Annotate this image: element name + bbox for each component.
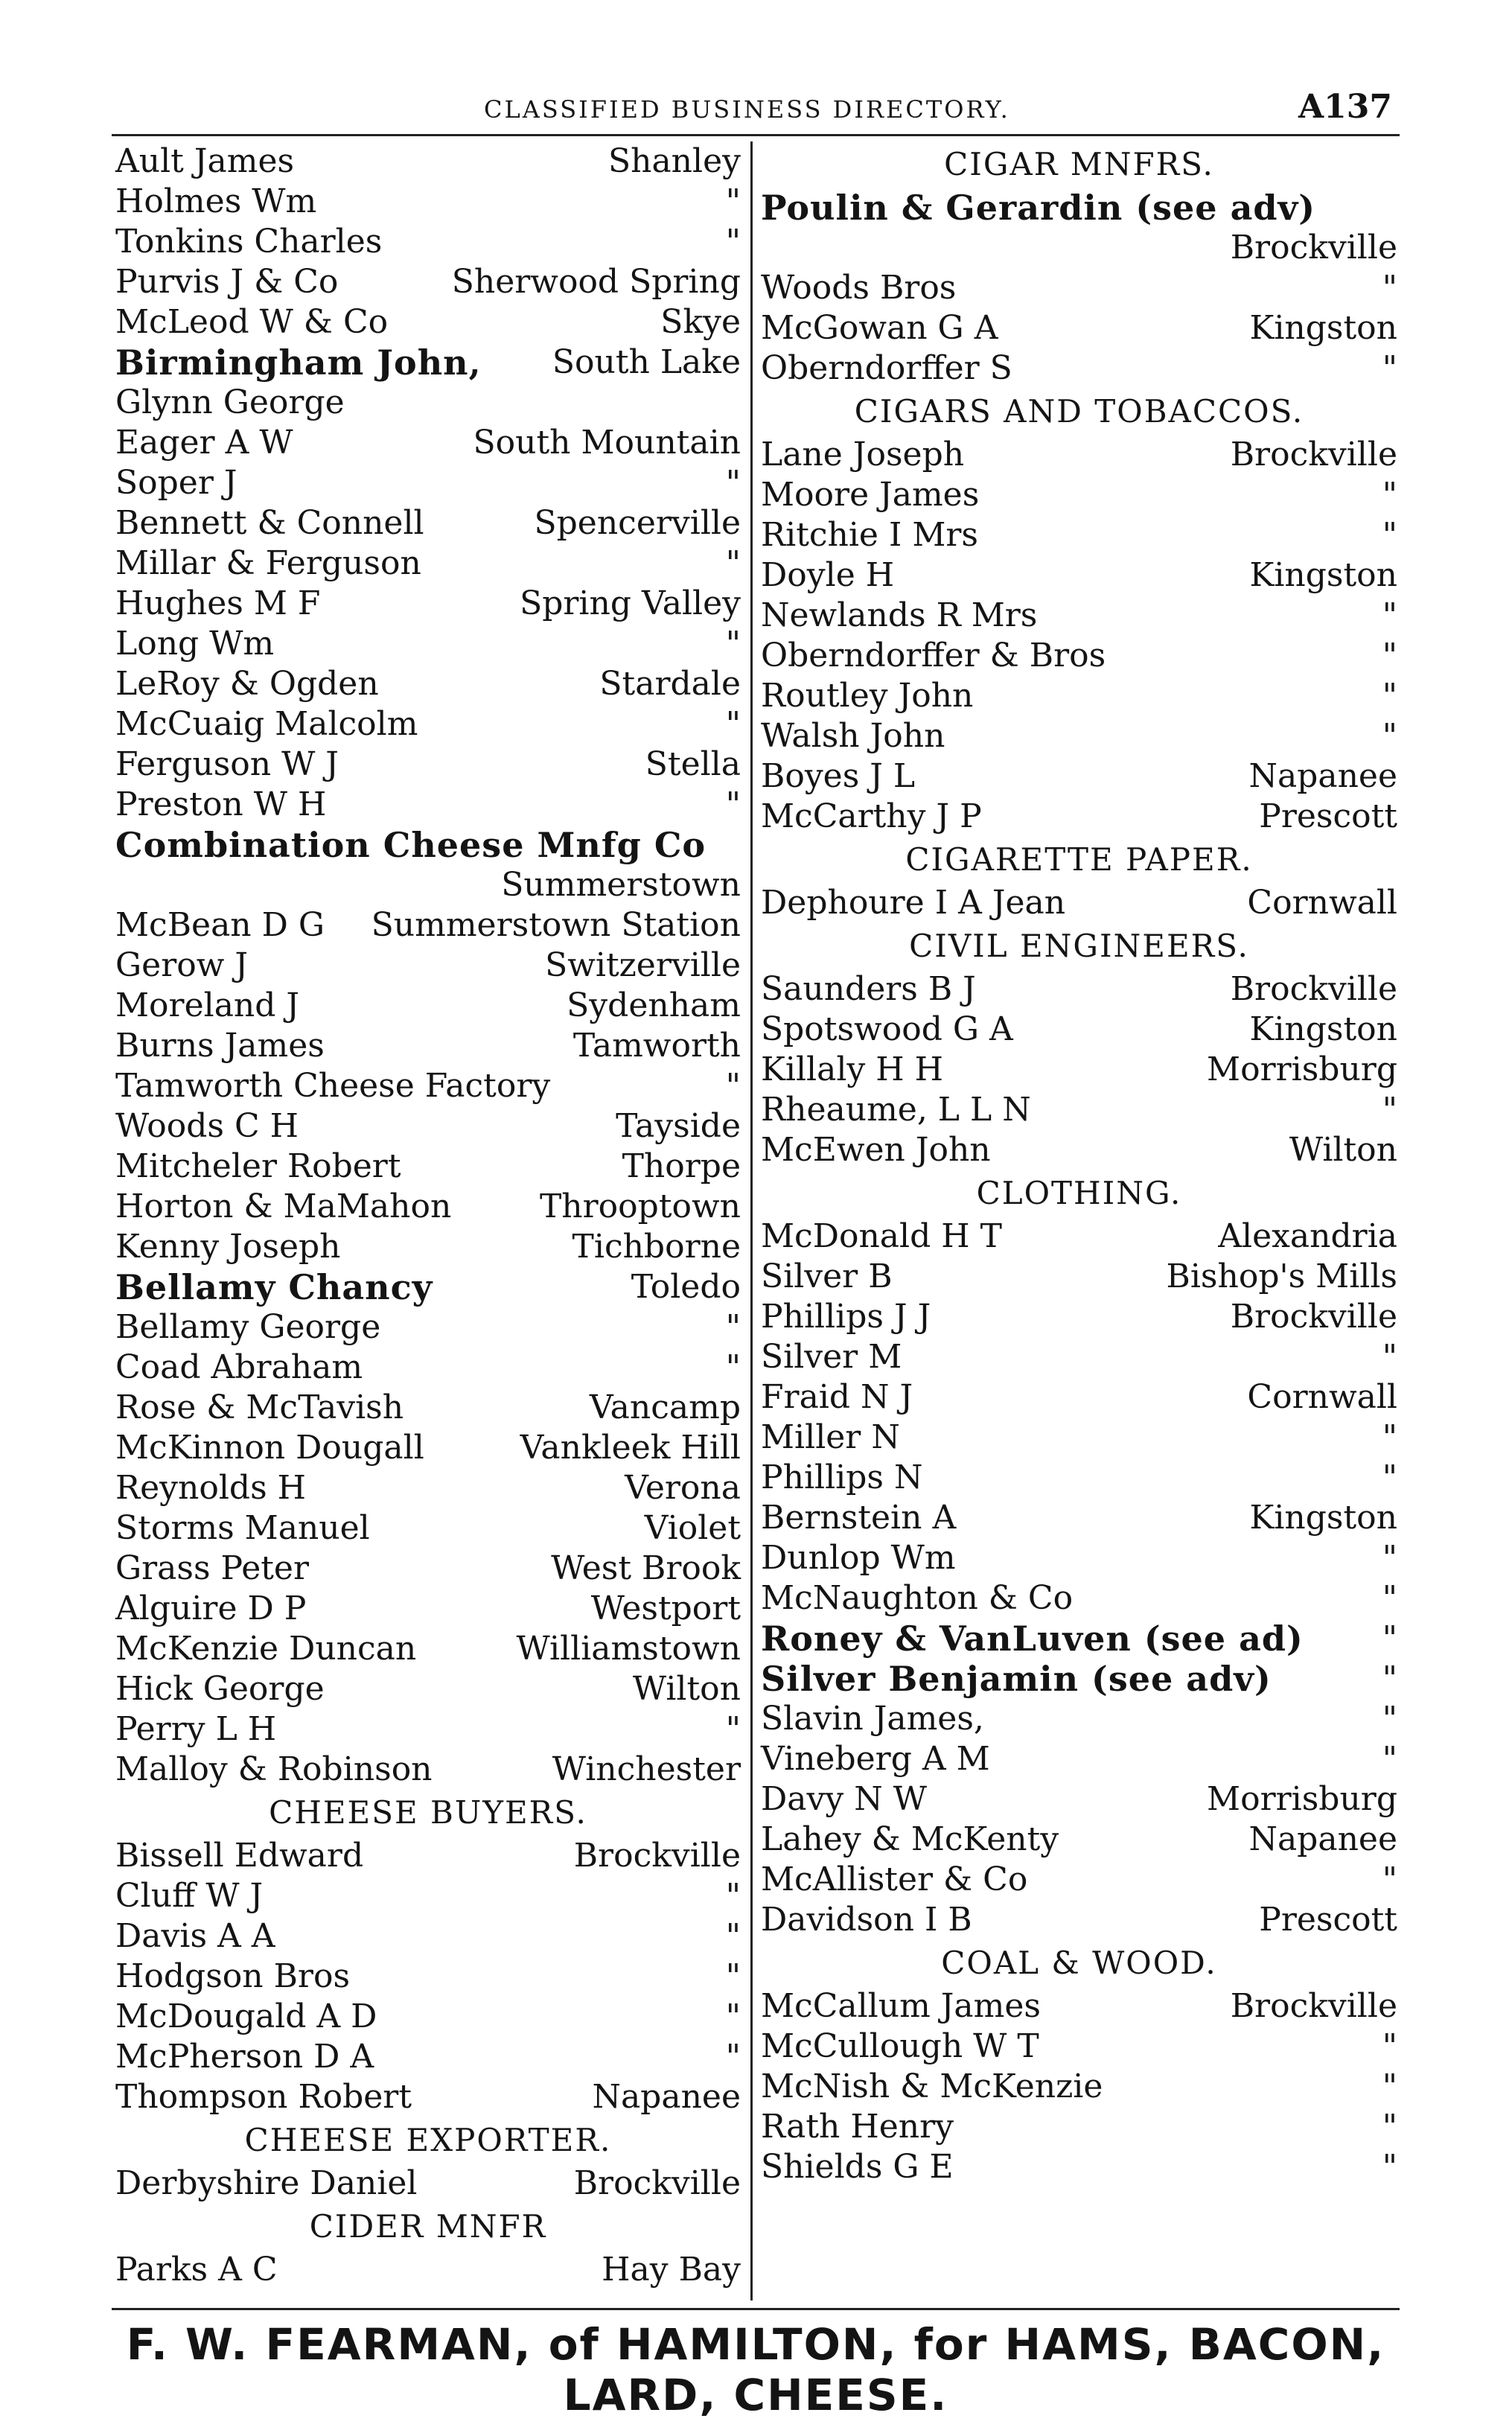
directory-entry [115, 1468, 741, 1508]
directory-entry [761, 1900, 1397, 1940]
entry-location: Napanee [1248, 1820, 1397, 1858]
entry-name: Hodgson Bros [115, 1957, 351, 1995]
entry-location: " [1382, 1338, 1397, 1376]
directory-entry [761, 1498, 1397, 1538]
entry-location: " [1382, 596, 1397, 634]
entry-location: Sherwood Spring [451, 263, 741, 301]
entry-name: Bernstein A [761, 1499, 957, 1537]
entry-location: " [1382, 476, 1397, 514]
entry-location: Prescott [1259, 797, 1397, 835]
directory-entry [115, 1066, 741, 1106]
entry-name: Bellamy George [115, 1308, 381, 1346]
entry-location: Brockville [1230, 1298, 1397, 1336]
directory-entry [761, 797, 1397, 837]
directory-entry [115, 2037, 741, 2077]
entry-name: Gerow J [115, 946, 248, 984]
entry-location: " [725, 1308, 741, 1346]
entry-location: " [1382, 1091, 1397, 1129]
entry-name: Oberndorffer & Bros [761, 637, 1106, 675]
entry-location: Kingston [1249, 556, 1397, 594]
directory-entry [115, 1187, 741, 1227]
entry-name: Mitcheler Robert [115, 1147, 401, 1185]
entry-name: McKenzie Duncan [115, 1630, 417, 1668]
entry-name: Tamworth Cheese Factory [115, 1067, 551, 1105]
directory-entry [115, 262, 741, 302]
directory-entry [115, 1106, 741, 1147]
entry-name: Preston W H [115, 785, 327, 823]
directory-entry [115, 1267, 741, 1307]
entry-location: " [725, 223, 741, 261]
directory-entry [115, 624, 741, 664]
entry-name: Roney & VanLuven (see ad) [761, 1619, 1304, 1659]
entry-name: Burns James [115, 1027, 325, 1065]
entry-location: Thorpe [622, 1147, 741, 1185]
entry-name: Routley John [761, 677, 974, 715]
directory-entry [115, 1957, 741, 1997]
entry-name: Cluff W J [115, 1877, 264, 1915]
entry-name: Bellamy Chancy [115, 1267, 433, 1307]
entry-location: Stardale [599, 665, 741, 703]
entry-location: Brockville [573, 1837, 741, 1875]
entry-location: " [1382, 2027, 1397, 2065]
entry-name: Vineberg A M [761, 1740, 990, 1778]
entry-location: Kingston [1249, 1499, 1397, 1537]
entry-location: Napanee [1248, 757, 1397, 795]
entry-location: " [1382, 516, 1397, 554]
entry-name: Shields G E [761, 2148, 954, 2186]
entry-name: Moore James [761, 476, 980, 514]
entry-name: McDonald H T [761, 1217, 1002, 1255]
entry-location: " [1382, 637, 1397, 675]
entry-name: McGowan G A [761, 309, 998, 347]
entry-location: Tichborne [572, 1228, 741, 1266]
entry-name: Phillips N [761, 1458, 923, 1496]
entry-name: LeRoy & Ogden [115, 665, 379, 703]
entry-name: Alguire D P [115, 1589, 307, 1627]
entry-location: " [725, 705, 741, 743]
entry-location: Sydenham [567, 986, 741, 1024]
entry-name: Woods C H [115, 1107, 299, 1145]
entry-name: Dunlop Wm [761, 1539, 956, 1577]
directory-entry [115, 1307, 741, 1348]
entry-location: " [1382, 269, 1397, 307]
entry-location: " [1382, 1659, 1397, 1697]
directory-entry [115, 1227, 741, 1267]
entry-name: Hick George [115, 1670, 325, 1708]
directory-entry [761, 2147, 1397, 2187]
entry-location: Wilton [1289, 1131, 1397, 1169]
entry-name: Millar & Ferguson [115, 544, 421, 582]
entry-name: Hughes M F [115, 584, 321, 622]
directory-entry [115, 463, 741, 503]
directory-entry [761, 348, 1397, 389]
directory-entry [761, 1578, 1397, 1619]
entry-location: " [725, 2038, 741, 2076]
entry-name: Rose & McTavish [115, 1388, 404, 1426]
directory-entry [761, 268, 1397, 308]
entry-location: Skye [660, 303, 741, 341]
entry-location: " [725, 182, 741, 220]
entry-location: Brockville [1230, 970, 1397, 1008]
entry-name: Davis A A [115, 1917, 275, 1955]
directory-entry [761, 1090, 1397, 1130]
entry-location: " [1382, 2108, 1397, 2146]
entry-name: Moreland J [115, 986, 300, 1024]
entry-name: McCuaig Malcolm [115, 705, 418, 743]
directory-entry [115, 1836, 741, 1876]
entry-name: McKinnon Dougall [115, 1429, 424, 1467]
entry-name: Lahey & McKenty [761, 1820, 1059, 1858]
entry-location: Throoptown [539, 1187, 741, 1225]
entry-location: Verona [625, 1469, 741, 1507]
entry-name: Ault James [115, 142, 295, 180]
entry-location: Brockville [573, 2164, 741, 2202]
entry-name: McNaughton & Co [761, 1579, 1074, 1617]
entry-name: Boyes J L [761, 757, 916, 795]
directory-entry [761, 1418, 1397, 1458]
entry-name: Walsh John [761, 717, 945, 755]
entry-location: Summerstown [501, 866, 741, 904]
entry-name: Grass Peter [115, 1549, 309, 1587]
entry-location: Winchester [552, 1750, 741, 1788]
entry-location: West Brook [551, 1549, 741, 1587]
directory-entry [115, 584, 741, 624]
directory-entry [761, 1739, 1397, 1779]
entry-name: Parks A C [115, 2251, 278, 2289]
directory-entry [761, 1337, 1397, 1377]
entry-name: Birmingham John, [115, 342, 482, 383]
entry-name: Ferguson W J [115, 745, 339, 783]
entry-name: Purvis J & Co [115, 263, 339, 301]
entry-location: " [1382, 1619, 1397, 1657]
entry-name: Davy N W [761, 1780, 927, 1818]
directory-entry [115, 1589, 741, 1629]
entry-name: Phillips J J [761, 1298, 931, 1336]
directory-entry [761, 969, 1397, 1010]
directory-entry [761, 308, 1397, 348]
entry-location: " [725, 1067, 741, 1105]
directory-entry [761, 1779, 1397, 1820]
page-number: A137 [1298, 88, 1392, 126]
entry-location: " [1382, 1458, 1397, 1496]
entry-name: Horton & MaMahon [115, 1187, 452, 1225]
directory-entry [115, 1669, 741, 1709]
directory-entry [115, 1997, 741, 2037]
section-heading: CIDER MNFR [309, 2208, 547, 2245]
directory-entry [115, 785, 741, 825]
header-title: CLASSIFIED BUSINESS DIRECTORY. [484, 95, 1010, 124]
directory-entry [761, 1050, 1397, 1090]
directory-entry [761, 1257, 1397, 1297]
entry-location: Spring Valley [520, 584, 741, 622]
entry-name: Miller N [761, 1418, 900, 1456]
entry-name: McPherson D A [115, 2038, 374, 2076]
entry-name: Glynn George [115, 383, 345, 421]
directory-entry [761, 2107, 1397, 2147]
entry-location: Stella [645, 745, 741, 783]
directory-entry [761, 435, 1397, 475]
entry-location: South Lake [552, 343, 741, 381]
entry-location: " [1382, 1539, 1397, 1577]
right-column [761, 141, 1397, 2187]
footer-advert: F. W. FEARMAN, of HAMILTON, for HAMS, BACON, LARD, CHEESE. [126, 2319, 1385, 2420]
entry-location: Tamworth [572, 1027, 741, 1065]
entry-name: Soper J [115, 464, 237, 502]
entry-name: Spotswood G A [761, 1010, 1013, 1048]
directory-entry [115, 2250, 741, 2290]
entry-location: Summerstown Station [371, 906, 741, 944]
entry-name: Poulin & Gerardin (see adv) [761, 188, 1316, 228]
directory-entry [115, 1388, 741, 1428]
directory-entry [115, 222, 741, 262]
entry-name: Fraid N J [761, 1378, 913, 1416]
entry-location: Cornwall [1247, 884, 1397, 922]
directory-entry [761, 1538, 1397, 1578]
entry-location: " [725, 625, 741, 663]
footer-rule [112, 2308, 1400, 2310]
directory-entry [115, 423, 741, 463]
entry-location: Wilton [632, 1670, 741, 1708]
entry-name: Eager A W [115, 424, 293, 462]
directory-entry [761, 1986, 1397, 2027]
entry-location: " [725, 785, 741, 823]
directory-entry [761, 716, 1397, 756]
entry-location: Brockville [1230, 1987, 1397, 2025]
entry-location: Tayside [616, 1107, 741, 1145]
entry-name: Rath Henry [761, 2108, 954, 2146]
entry-location: Kingston [1249, 1010, 1397, 1048]
entry-location: " [725, 1348, 741, 1386]
section-heading: CIGARETTE PAPER. [905, 841, 1253, 878]
entry-location: Brockville [1230, 436, 1397, 473]
entry-location: Prescott [1259, 1901, 1397, 1939]
entry-name: Slavin James, [761, 1700, 984, 1738]
section-heading: CHEESE EXPORTER. [244, 2122, 612, 2158]
entry-location: Spencerville [534, 504, 741, 542]
entry-location: Bishop's Mills [1166, 1257, 1397, 1295]
entry-name: Davidson I B [761, 1901, 972, 1939]
directory-entry [115, 1508, 741, 1549]
entry-name: Thompson Robert [115, 2078, 412, 2116]
entry-location: " [1382, 1579, 1397, 1617]
entry-location: " [725, 464, 741, 502]
entry-name: Combination Cheese Mnfg Co [115, 825, 706, 865]
directory-entry [761, 1619, 1397, 1659]
directory-entry [761, 1659, 1397, 1699]
directory-entry [761, 555, 1397, 596]
directory-entry [115, 182, 741, 222]
entry-location: Alexandria [1218, 1217, 1397, 1255]
entry-name: Perry L H [115, 1710, 277, 1748]
entry-name: McCullough W T [761, 2027, 1039, 2065]
entry-name: McEwen John [761, 1131, 991, 1169]
directory-entry [761, 515, 1397, 555]
directory-entry [761, 1216, 1397, 1257]
entry-location: " [1382, 1740, 1397, 1778]
entry-location: Violet [644, 1509, 741, 1547]
directory-entry [761, 883, 1397, 923]
entry-location: " [725, 544, 741, 582]
entry-name: Woods Bros [761, 269, 957, 307]
directory-entry [115, 1916, 741, 1957]
entry-name: Silver B [761, 1257, 893, 1295]
directory-entry [761, 1458, 1397, 1498]
directory-entry [761, 1820, 1397, 1860]
directory-entry [115, 664, 741, 704]
entry-name: McBean D G [115, 906, 325, 944]
entry-location: Williamstown [516, 1630, 741, 1668]
directory-entry [761, 676, 1397, 716]
directory-entry [115, 1428, 741, 1468]
directory-entry [761, 756, 1397, 797]
entry-name: Reynolds H [115, 1469, 307, 1507]
entry-location: Morrisburg [1207, 1780, 1397, 1818]
page-header [112, 88, 1400, 135]
entry-location: Napanee [592, 2078, 741, 2116]
directory-entry [115, 383, 741, 423]
entry-location: South Mountain [473, 424, 741, 462]
directory-entry [115, 342, 741, 383]
directory-entry [115, 2163, 741, 2204]
directory-entry [115, 2077, 741, 2117]
entry-location: Morrisburg [1207, 1050, 1397, 1088]
entry-name: Derbyshire Daniel [115, 2164, 418, 2202]
entry-location: " [1382, 1418, 1397, 1456]
directory-entry [115, 825, 741, 905]
entry-name: Saunders B J [761, 970, 976, 1008]
entry-name: Silver M [761, 1338, 902, 1376]
entry-name: Doyle H [761, 556, 895, 594]
directory-entry [115, 503, 741, 543]
directory-entry [115, 1147, 741, 1187]
entry-name: Long Wm [115, 625, 275, 663]
directory-entry [761, 1297, 1397, 1337]
entry-name: Dephoure I A Jean [761, 884, 1066, 922]
directory-entry [115, 1348, 741, 1388]
entry-location: Toledo [631, 1268, 741, 1306]
entry-location: " [1382, 1700, 1397, 1738]
entry-location: " [1382, 1860, 1397, 1898]
entry-name: Coad Abraham [115, 1348, 363, 1386]
directory-entry [761, 2027, 1397, 2067]
directory-entry [761, 475, 1397, 515]
directory-entry [115, 986, 741, 1026]
entry-name: Lane Joseph [761, 436, 965, 473]
entry-name: McDougald A D [115, 1997, 377, 2035]
entry-name: Tonkins Charles [115, 223, 383, 261]
entry-location: " [725, 1957, 741, 1995]
directory-entry [761, 1377, 1397, 1418]
section-heading: CIGARS AND TOBACCOS. [854, 393, 1304, 430]
directory-entry [761, 1130, 1397, 1170]
directory-entry [115, 1549, 741, 1589]
directory-entry [761, 2067, 1397, 2107]
entry-name: Holmes Wm [115, 182, 317, 220]
directory-entry [115, 704, 741, 744]
header-rule [112, 134, 1400, 136]
entry-name: McCarthy J P [761, 797, 982, 835]
section-heading: CIVIL ENGINEERS. [909, 928, 1249, 964]
entry-name: Ritchie I Mrs [761, 516, 978, 554]
entry-location: Hay Bay [602, 2251, 741, 2289]
directory-entry [115, 946, 741, 986]
entry-location: " [725, 1877, 741, 1915]
entry-location: " [1382, 2148, 1397, 2186]
section-heading: COAL & WOOD. [941, 1945, 1217, 1981]
entry-name: McAllister & Co [761, 1860, 1028, 1898]
section-heading: CHEESE BUYERS. [269, 1794, 587, 1831]
left-column [115, 141, 741, 2290]
entry-name: Kenny Joseph [115, 1228, 341, 1266]
directory-entry [115, 1876, 741, 1916]
directory-entry [115, 543, 741, 584]
directory-entry [115, 744, 741, 785]
entry-location: Shanley [607, 142, 741, 180]
entry-name: Newlands R Mrs [761, 596, 1038, 634]
entry-name: Storms Manuel [115, 1509, 370, 1547]
entry-name: Bissell Edward [115, 1837, 364, 1875]
directory-entry [761, 1860, 1397, 1900]
directory-entry [761, 188, 1397, 268]
directory-entry [761, 1010, 1397, 1050]
entry-location: " [1382, 677, 1397, 715]
entry-location: " [725, 1710, 741, 1748]
entry-location: Brockville [1230, 229, 1397, 267]
entry-name: Oberndorffer S [761, 349, 1012, 387]
entry-location: " [725, 1917, 741, 1955]
directory-entry [115, 1750, 741, 1790]
entry-name: Bennett & Connell [115, 504, 424, 542]
entry-name: McCallum James [761, 1987, 1041, 2025]
entry-location: " [1382, 349, 1397, 387]
directory-entry [761, 1699, 1397, 1739]
column-divider [750, 141, 753, 2300]
directory-entry [115, 1629, 741, 1669]
entry-location: " [725, 1997, 741, 2035]
entry-location: Switzerville [545, 946, 741, 984]
entry-location: Vankleek Hill [520, 1429, 741, 1467]
section-heading: CIGAR MNFRS. [944, 146, 1214, 182]
directory-entry [115, 141, 741, 182]
entry-location: Vancamp [589, 1388, 741, 1426]
entry-location: " [1382, 717, 1397, 755]
entry-name: Rheaume, L L N [761, 1091, 1031, 1129]
entry-location: Kingston [1249, 309, 1397, 347]
directory-entry [115, 1026, 741, 1066]
entry-name: Silver Benjamin (see adv) [761, 1659, 1272, 1699]
directory-entry [115, 905, 741, 946]
directory-entry [115, 302, 741, 342]
entry-location: " [1382, 2067, 1397, 2105]
directory-entry [761, 596, 1397, 636]
entry-location: Cornwall [1247, 1378, 1397, 1416]
directory-entry [115, 1709, 741, 1750]
entry-name: Killaly H H [761, 1050, 943, 1088]
directory-entry [761, 636, 1397, 676]
section-heading: CLOTHING. [976, 1175, 1182, 1211]
entry-location: Westport [590, 1589, 741, 1627]
entry-name: McNish & McKenzie [761, 2067, 1103, 2105]
entry-name: Malloy & Robinson [115, 1750, 433, 1788]
entry-name: McLeod W & Co [115, 303, 389, 341]
